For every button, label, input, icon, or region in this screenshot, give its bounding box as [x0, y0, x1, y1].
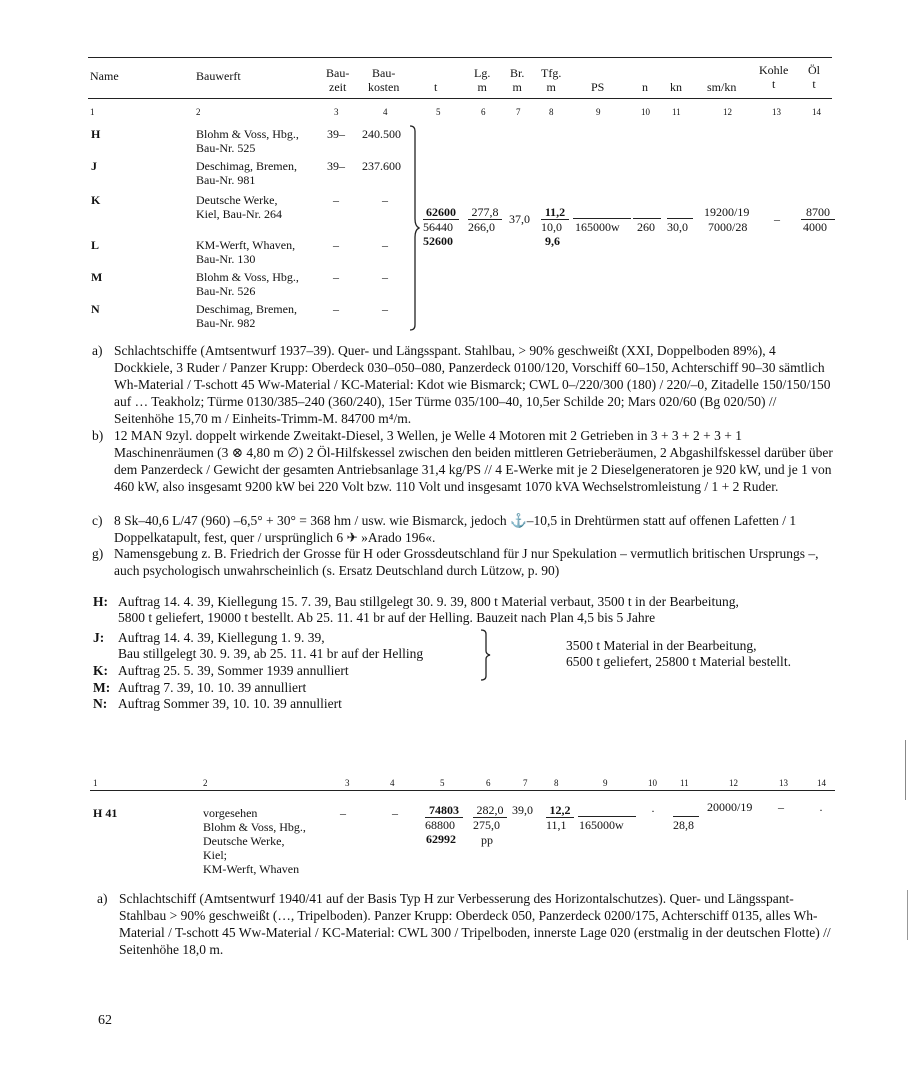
build-number: Bau-Nr. 982: [196, 316, 256, 330]
table1-header-rule: [88, 98, 832, 99]
kn-rule: [667, 218, 693, 219]
build-number: Kiel, Bau-Nr. 264: [196, 207, 282, 221]
beam-value: 37,0: [509, 212, 530, 226]
build-cost: –: [382, 270, 388, 284]
order-text-n: Auftrag Sommer 39, 10. 10. 39 annulliert: [118, 696, 342, 711]
shipyard: Blohm & Voss, Hbg.,: [203, 820, 306, 834]
col-number: 12: [723, 107, 732, 117]
oil-value: ·: [819, 803, 823, 817]
col-number: 1: [90, 107, 95, 117]
order-brace: [479, 629, 491, 681]
rpm-value: ·: [651, 804, 655, 818]
ps-rule: [578, 816, 636, 817]
order-text-k: Auftrag 25. 5. 39, Sommer 1939 annulliert: [118, 663, 349, 678]
length-value: 266,0: [468, 220, 495, 234]
col-header-kohle: Kohle t: [759, 63, 789, 91]
col-header-br: Br. m: [510, 66, 525, 94]
speed-value: 30,0: [667, 220, 688, 234]
order-text-h: 5800 t geliefert, 19000 t bestellt. Ab 25. 11. 41 br auf der Helling. Bauzeit nach Plan 4,5 bis 5 Jahre: [118, 610, 656, 625]
shipyard: Kiel;: [203, 848, 227, 862]
col-number: 7: [516, 107, 521, 117]
col-number: 5: [440, 778, 445, 788]
order-text-h: Auftrag 14. 4. 39, Kiellegung 15. 7. 39, Bau stillgelegt 30. 9. 39, 800 t Material verbaut, 3500 t in der Bearbeitung,: [118, 594, 739, 609]
col-number: 4: [390, 778, 395, 788]
n-rule: [633, 218, 661, 219]
ship-name: J: [91, 159, 97, 173]
displacement-value: 62600: [423, 205, 459, 220]
beam-value: 39,0: [512, 803, 533, 817]
col-number: 5: [436, 107, 441, 117]
build-number: Bau-Nr. 130: [196, 252, 256, 266]
col-header-oel: Öl t: [808, 63, 820, 91]
build-cost: –: [382, 238, 388, 252]
col-header-smkn: sm/kn: [707, 80, 737, 94]
length-value: 277,8: [468, 205, 502, 220]
displacement-value: 68800: [425, 818, 455, 832]
length-value: 275,0: [473, 818, 500, 832]
note-a-h41: a) Schlachtschiff (Amtsentwurf 1940/41 auf der Basis Typ H zur Verbesserung des Horizontalschutzes). Quer- und Längsspant-Stahlbau > 90% geschweißt (…, Tripelboden). Panzer Krupp: Oberdeck 050, Panzerdeck 0200/175, Achterschiff 0135, alles Wh-Material / T-schott 45 Ww-Material / KC-Material: CWL 300 / Tripelboden, innerste Lage 020 (erstmalig in der deutschen Flotte) // Seitenhöhe 18,0 m.: [97, 891, 831, 957]
shipyard: Blohm & Voss, Hbg.,: [196, 127, 299, 141]
col-header-baukosten: Bau- kosten: [368, 66, 400, 94]
build-number: Bau-Nr. 526: [196, 284, 256, 298]
col-header-kn: kn: [670, 80, 682, 94]
build-cost: 240.500: [362, 127, 401, 141]
length-value: 282,0: [473, 803, 507, 818]
col-number: 11: [672, 107, 681, 117]
displacement-value: 52600: [423, 234, 453, 248]
col-number: 10: [641, 107, 650, 117]
ship-name: H: [91, 127, 101, 141]
build-time: –: [333, 270, 339, 284]
range-value: 20000/19: [707, 800, 753, 814]
speed-value: 28,8: [673, 818, 694, 832]
shipyard: Blohm & Voss, Hbg.,: [196, 270, 299, 284]
ship-name: M: [91, 270, 103, 284]
displacement-value: 56440: [423, 220, 453, 234]
power-value: 165000w: [579, 818, 624, 832]
build-time: 39–: [327, 159, 345, 173]
order-label-k: K:: [93, 663, 108, 678]
oil-value: 8700: [801, 205, 835, 220]
length-note: pp: [481, 833, 493, 847]
build-cost: –: [382, 302, 388, 316]
range-value: 7000/28: [708, 220, 748, 234]
col-number: 8: [549, 107, 554, 117]
col-header-lg: Lg. m: [474, 66, 491, 94]
col-number: 6: [481, 107, 486, 117]
coal-value: –: [778, 800, 784, 814]
build-number: Bau-Nr. 981: [196, 173, 256, 187]
col-header-name: Name: [90, 69, 119, 83]
ps-rule: [573, 218, 631, 219]
col-number: 1: [93, 778, 98, 788]
order-text-j: Bau stillgelegt 30. 9. 39, ab 25. 11. 41 br auf der Helling: [118, 646, 424, 661]
col-number: 3: [334, 107, 339, 117]
ship-name: H 41: [93, 806, 118, 820]
col-number: 6: [486, 778, 491, 788]
shipyard: KM-Werft, Whaven,: [196, 238, 296, 252]
table2-header-rule: [90, 790, 835, 791]
kn-rule: [673, 816, 699, 817]
note-a: a) Schlachtschiffe (Amtsentwurf 1937–39). Quer- und Längsspant. Stahlbau, > 90% geschweißt (XXI, Doppelboden 89%), 4 Dockkiele, 3 Ruder / Panzer Krupp: Oberdeck 030–050–080, Panzerdeck 0100/120, Vorschiff 60–150, Achterschiff 90–30 sämtlich Wh-Material / T-schott 45 Ww-Material / KC-Material: Kdot wie Bismarck; CWL 0–/220/300 (180) / 220/–0, Zitadelle 150/150/150 auf … Teakholz; Türme 0130/385–240 (360/240), 15er Türme 035/100–40, 10,5er Schilde 20; Mars 020/60 (Bg 020/50) // Seitenhöhe 15,70 m / Einheits-Trimm-M. 84700 m⁴/m.: [92, 343, 831, 426]
order-label-n: N:: [93, 696, 108, 711]
col-header-tfg: Tfg. m: [541, 66, 562, 94]
col-number: 14: [817, 778, 826, 788]
build-time: 39–: [327, 127, 345, 141]
build-cost: 237.600: [362, 159, 401, 173]
col-number: 11: [680, 778, 689, 788]
col-header-ps: PS: [591, 80, 605, 94]
build-cost: –: [382, 193, 388, 207]
ship-name: L: [91, 238, 100, 252]
col-number: 2: [196, 107, 201, 117]
build-time: –: [340, 806, 346, 820]
draught-value: 12,2: [546, 803, 574, 818]
order-material-status: 6500 t geliefert, 25800 t Material bestellt.: [566, 654, 791, 669]
col-number: 9: [603, 778, 608, 788]
draught-value: 9,6: [545, 234, 560, 248]
col-number: 13: [772, 107, 781, 117]
col-header-bauzeit: Bau- zeit: [326, 66, 350, 94]
scan-edge-mark: [907, 890, 908, 940]
col-header-bauwerft: Bauwerft: [196, 69, 241, 83]
col-number: 13: [779, 778, 788, 788]
shipyard: KM-Werft, Whaven: [203, 862, 300, 876]
col-number: 2: [203, 778, 208, 788]
col-number: 3: [345, 778, 350, 788]
col-number: 14: [812, 107, 821, 117]
build-time: –: [333, 302, 339, 316]
ship-name: N: [91, 302, 100, 316]
table1-top-rule: [88, 57, 832, 58]
build-cost: –: [392, 806, 398, 820]
power-value: 165000w: [575, 220, 620, 234]
col-number: 9: [596, 107, 601, 117]
col-header-t: t: [434, 80, 438, 94]
order-label-h: H:: [93, 594, 108, 609]
shipyard: vorgesehen: [203, 806, 258, 820]
order-material-status: 3500 t Material in der Bearbeitung,: [566, 638, 757, 653]
order-text-j: Auftrag 14. 4. 39, Kiellegung 1. 9. 39,: [118, 630, 325, 645]
scan-edge-mark: [905, 740, 906, 800]
col-number: 8: [554, 778, 559, 788]
page-number: 62: [98, 1013, 112, 1028]
draught-value: 11,2: [541, 205, 569, 220]
coal-value: –: [774, 212, 780, 226]
col-number: 4: [383, 107, 388, 117]
shipyard: Deschimag, Bremen,: [196, 302, 297, 316]
draught-value: 10,0: [541, 220, 562, 234]
col-number: 12: [729, 778, 738, 788]
draught-value: 11,1: [546, 818, 567, 832]
col-number: 10: [648, 778, 657, 788]
rpm-value: 260: [637, 220, 655, 234]
col-header-n: n: [642, 80, 648, 94]
displacement-value: 74803: [425, 803, 463, 818]
note-b: b) 12 MAN 9zyl. doppelt wirkende Zweitakt-Diesel, 3 Wellen, je Welle 4 Motoren mit 2 Getrieben in 3 + 3 + 2 + 3 + 1 Maschinenräumen (3 ⊗ 4,80 m ∅) 2 Öl-Hilfskessel zwischen den beiden mittleren Getrieberäumen, 2 Abgashilfskessel darüber über dem Panzerdeck / Gewicht der gesamten Antriebsanlage 31,4 kg/PS // 4 E-Werke mit je 2 Dieselgeneratoren je 920 kW, und je 1 von 460 kW, also insgesamt 9200 kW bei 220 Volt bzw. 110 Volt und insgesamt 1070 kVA Wechselstromleistung / 1 + 2 Ruder.: [92, 428, 833, 494]
shipyard: Deutsche Werke,: [203, 834, 285, 848]
note-g: g) Namensgebung z. B. Friedrich der Grosse für H oder Grossdeutschland für J nur Spekulation – vermutlich britischen Ursprungs –, auch psychologisch unwahrscheinlich (s. Ersatz Deutschland durch Lützow, p. 90): [92, 546, 819, 578]
displacement-value: 62992: [426, 832, 456, 846]
col-number: 7: [523, 778, 528, 788]
build-number: Bau-Nr. 525: [196, 141, 256, 155]
range-value: 19200/19: [704, 205, 750, 219]
build-time: –: [333, 193, 339, 207]
shipyard: Deschimag, Bremen,: [196, 159, 297, 173]
group-brace: [408, 125, 420, 331]
shipyard: Deutsche Werke,: [196, 193, 278, 207]
ship-name: K: [91, 193, 101, 207]
note-c: c) 8 Sk–40,6 L/47 (960) –6,5° + 30° = 368 hm / usw. wie Bismarck, jedoch ⚓–10,5 in Drehtürmen statt auf offenen Lafetten / 1 Doppelkatapult, fest, quer / ursprünglich 6 ✈ »Arado 196«.: [92, 513, 797, 545]
order-text-m: Auftrag 7. 39, 10. 10. 39 annulliert: [118, 680, 307, 695]
oil-value: 4000: [803, 220, 827, 234]
build-time: –: [333, 238, 339, 252]
order-label-m: M:: [93, 680, 111, 695]
order-label-j: J:: [93, 630, 105, 645]
